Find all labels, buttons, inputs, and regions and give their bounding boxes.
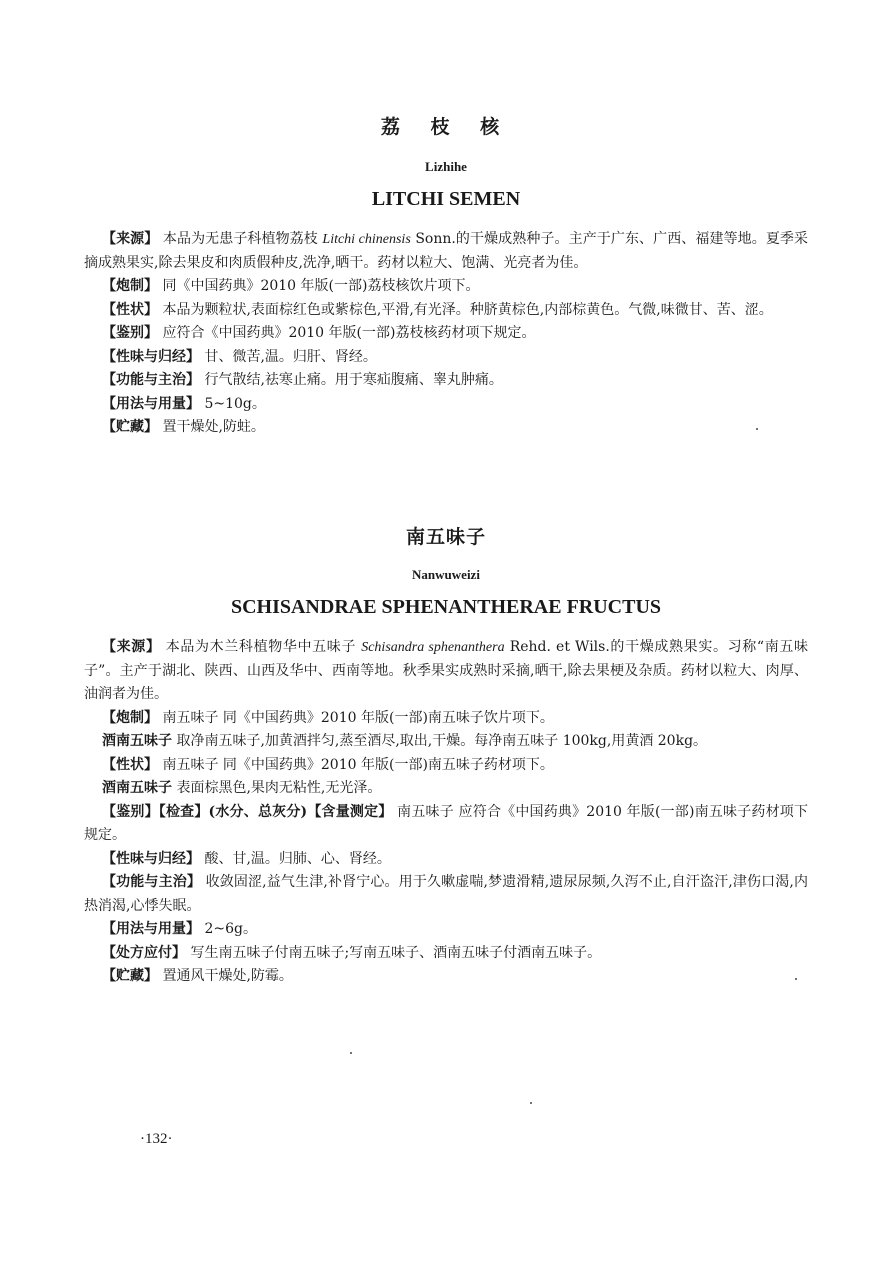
section-description (84, 299, 808, 323)
section-text: 5~10g。 (200, 395, 266, 412)
entry-title-chinese: 南五味子 (405, 526, 486, 548)
section-label: 【性味与归经】 (102, 850, 200, 867)
section-text: 写生南五味子付南五味子;写南五味子、酒南五味子付酒南五味子。 (186, 944, 602, 961)
section-text: Sonn.的干燥成熟种子。主产于广东、广西、福建等地。夏季采摘成熟果实,除去果皮和肉质假种皮,洗净,晒干。药材以粒大、饱满、光亮者为佳。 (84, 231, 809, 271)
section-label: 【功能与主治】 (102, 874, 202, 890)
section-label: 【贮藏】 (102, 968, 158, 984)
section-label: 酒南五味子 (102, 733, 172, 749)
section-text: 收敛固涩,益气生津,补肾宁心。用于久嗽虚喘,梦遗滑精,遗尿尿频,久泻不止,自汗盗汗,津伤口渴,内热消渴,心悸失眠。 (84, 874, 808, 914)
scan-speck (530, 1102, 532, 1104)
section-function-indication (84, 871, 808, 918)
entry-title-pinyin: Lizhihe (425, 159, 467, 174)
section-label: 【功能与主治】 (102, 372, 200, 388)
section-text: 南五味子 同《中国药典》2010 年版(一部)南五味子药材项下。 (158, 756, 554, 773)
section-identification (84, 801, 808, 848)
species-name: Litchi chinensis (322, 232, 411, 247)
entry-title-latin: LITCHI SEMEN (371, 188, 521, 210)
page-number: ·132· (140, 1131, 173, 1147)
section-label: 【处方应付】 (102, 944, 186, 961)
section-text: Rehd. et Wils.的干燥成熟果实。习称“南五味子”。主产于湖北、陕西、山西及华中、西南等地。秋季果实成熟时采摘,晒干,除去果梗及杂质。药材以粒大、肉厚、油润者为佳。 (84, 639, 809, 702)
section-prescription (84, 942, 808, 966)
entry-title-latin: SCHISANDRAE SPHENANTHERAE FRUCTUS (230, 596, 662, 618)
monograph-schisandrae-sphenantherae-fructus (84, 524, 808, 989)
section-label: 【性状】 (102, 756, 158, 773)
section-text: 置通风干燥处,防霉。 (158, 968, 293, 984)
section-text: 本品为木兰科植物华中五味子 (160, 639, 362, 655)
section-text: 表面棕黑色,果肉无粘性,无光泽。 (172, 780, 382, 796)
monograph-litchi-semen (84, 114, 808, 440)
section-nature-meridian (84, 848, 808, 872)
section-processing (84, 275, 808, 299)
section-description (84, 754, 808, 778)
section-storage (84, 965, 808, 989)
section-function-indication (84, 369, 808, 393)
scan-speck (795, 978, 797, 980)
section-nature-meridian (84, 346, 808, 370)
section-label: 【炮制】 (102, 278, 158, 294)
section-label: 【性状】 (102, 301, 158, 318)
scan-speck (350, 1052, 352, 1054)
scan-speck (756, 428, 758, 430)
section-processing-wine (84, 730, 808, 754)
section-label: 【来源】 (102, 231, 159, 247)
section-text: 甘、微苦,温。归肝、肾经。 (200, 348, 377, 365)
section-text: 南五味子 应符合《中国药典》2010 年版(一部)南五味子药材项下规定。 (84, 803, 808, 843)
section-source (84, 228, 808, 275)
entry-title-chinese: 荔 枝 核 (380, 116, 512, 138)
section-text: 酸、甘,温。归肺、心、肾经。 (200, 850, 391, 867)
section-text: 行气散结,祛寒止痛。用于寒疝腹痛、睾丸肿痛。 (200, 372, 503, 388)
section-identification (84, 322, 808, 346)
section-text: 2~6g。 (200, 921, 257, 937)
section-label: 【鉴别】【检查】(水分、总灰分)【含量测定】 (102, 803, 393, 820)
section-text: 本品为无患子科植物荔枝 (158, 231, 323, 247)
section-text: 取净南五味子,加黄酒拌匀,蒸至酒尽,取出,干燥。每净南五味子 100kg,用黄酒 20kg。 (172, 733, 708, 749)
section-source (84, 636, 808, 707)
section-processing (84, 707, 808, 731)
section-label: 【鉴别】 (102, 325, 158, 341)
section-label: 【用法与用量】 (102, 921, 200, 937)
entry-title-pinyin: Nanwuweizi (412, 567, 480, 582)
section-label: 【来源】 (102, 639, 161, 655)
species-name: Schisandra sphenanthera (361, 640, 505, 655)
section-text: 南五味子 同《中国药典》2010 年版(一部)南五味子饮片项下。 (158, 709, 554, 726)
section-text: 置干燥处,防蛀。 (158, 419, 265, 435)
section-label: 【性味与归经】 (102, 348, 200, 365)
section-dosage (84, 918, 808, 942)
section-text: 同《中国药典》2010 年版(一部)荔枝核饮片项下。 (158, 278, 480, 294)
section-dosage (84, 393, 808, 417)
section-label: 【贮藏】 (102, 419, 158, 435)
section-storage (84, 416, 808, 440)
section-label: 【炮制】 (102, 709, 158, 726)
section-text: 本品为颗粒状,表面棕红色或紫棕色,平滑,有光泽。种脐黄棕色,内部棕黄色。气微,味微甘、苦、涩。 (158, 301, 773, 318)
section-label: 酒南五味子 (102, 780, 172, 796)
section-label: 【用法与用量】 (102, 395, 200, 412)
section-description-wine (84, 777, 808, 801)
section-text: 应符合《中国药典》2010 年版(一部)荔枝核药材项下规定。 (158, 325, 536, 341)
